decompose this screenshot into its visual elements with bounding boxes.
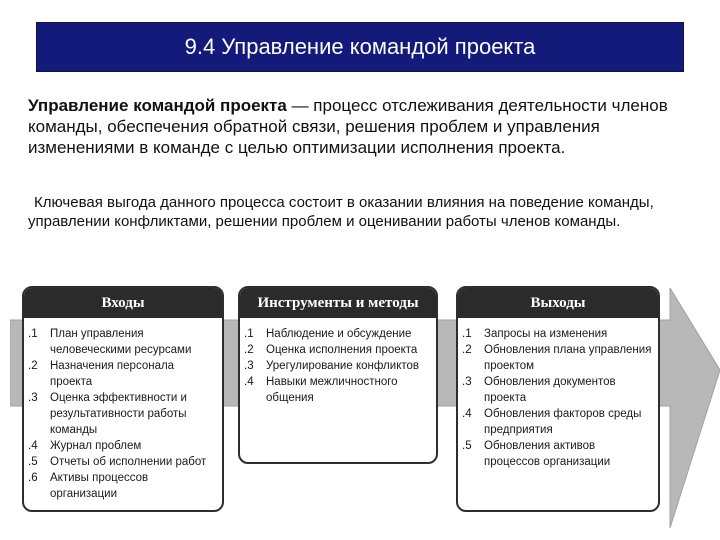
item-number: .2 [462,344,472,356]
outputs-box [456,286,660,512]
item-number: .3 [244,360,254,372]
list-item [28,390,218,438]
list-item [462,406,654,438]
tools-box [238,286,438,464]
outputs-list [458,318,658,470]
item-text: Отчеты об исполнении работ [50,456,207,468]
item-number: .2 [28,360,38,372]
item-number: .4 [462,408,472,420]
list-item [28,358,218,390]
list-item [244,342,432,358]
item-text: Запросы на изменения [484,328,608,340]
item-number: .1 [462,328,472,340]
item-text: Обновления документов проекта [484,376,616,404]
item-number: .2 [244,344,254,356]
list-item [28,454,218,470]
title-bar [36,22,684,72]
item-number: .1 [28,328,38,340]
list-item [28,470,218,502]
item-number: .6 [28,472,38,484]
list-item [462,438,654,470]
tools-header: Инструменты и методы [240,288,436,318]
item-number: .4 [28,440,38,452]
item-text: Навыки межличностного общения [266,376,398,404]
list-item [462,342,654,374]
item-text: Наблюдение и обсуждение [266,328,412,340]
item-number: .4 [244,376,254,388]
item-text: Назначения персонала проекта [50,360,175,388]
list-item [28,326,218,358]
list-item [244,358,432,374]
item-text: План управления человеческими ресурсами [50,328,192,356]
benefit-text: Ключевая выгода данного процесса состоит в оказании влияния на поведение команды, управлении конфликтами, решении проблем и оценивании работы членов команды. [28,194,654,230]
item-number: .5 [462,440,472,452]
outputs-header: Выходы [458,288,658,318]
item-number: .3 [28,392,38,404]
list-item [462,374,654,406]
item-number: .1 [244,328,254,340]
list-item [244,374,432,406]
slide-title: 9.4 Управление командой проекта [184,34,536,59]
item-text: Журнал проблем [50,440,142,452]
list-item [462,326,654,342]
item-text: Обновления плана управления проектом [484,344,652,372]
item-number: .5 [28,456,38,468]
inputs-box [22,286,224,512]
item-text: Активы процессов организации [50,472,149,500]
item-text: Оценка эффективности и результативности работы команды [50,392,187,436]
item-text: Урегулирование конфликтов [266,360,419,372]
tools-list [240,318,436,406]
list-item [244,326,432,342]
benefit-paragraph [28,193,708,231]
item-text: Обновления активов процессов организации [484,440,611,468]
inputs-header: Входы [24,288,222,318]
item-text: Обновления факторов среды предприятия [484,408,642,436]
list-item [28,438,218,454]
item-text: Оценка исполнения проекта [266,344,418,356]
definition-paragraph [28,95,708,158]
item-number: .3 [462,376,472,388]
inputs-list [24,318,222,502]
definition-text: — процесс отслеживания деятельности членов команды, обеспечения обратной связи, решения проблем и управления изменениями в команде с целью оптимизации исполнения проекта. [28,96,668,157]
definition-term: Управление командой проекта [28,96,287,115]
